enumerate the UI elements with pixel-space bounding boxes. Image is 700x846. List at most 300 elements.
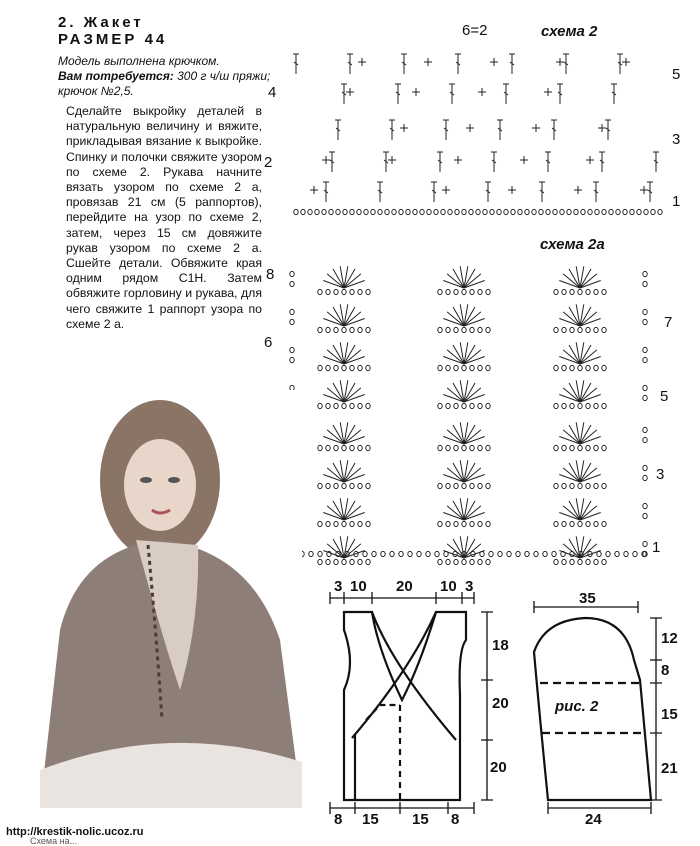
sleeve-dim-bottom: 24 bbox=[585, 811, 602, 828]
chain-stitch-icon bbox=[643, 395, 647, 400]
chain-stitch-icon bbox=[543, 551, 547, 556]
chain-stitch-icon bbox=[586, 327, 590, 332]
chain-stitch-icon bbox=[357, 209, 361, 214]
chain-stitch-icon bbox=[318, 403, 322, 408]
chain-stitch-icon bbox=[366, 403, 370, 408]
chain-stitch-icon bbox=[602, 521, 606, 526]
sleeve-dim-0: 12 bbox=[661, 630, 678, 647]
chain-stitch-icon bbox=[594, 403, 598, 408]
chain-stitch-icon bbox=[643, 319, 647, 324]
chain-stitch-icon bbox=[570, 289, 574, 294]
chain-stitch-icon bbox=[560, 209, 564, 214]
chain-stitch-icon bbox=[594, 327, 598, 332]
chain-stitch-icon bbox=[489, 551, 493, 556]
chain-stitch-icon bbox=[438, 521, 442, 526]
chain-stitch-icon bbox=[643, 541, 647, 546]
chain-stitch-icon bbox=[441, 209, 445, 214]
chain-stitch-icon bbox=[511, 209, 515, 214]
chain-stitch-icon bbox=[570, 445, 574, 450]
chain-stitch-icon bbox=[342, 403, 346, 408]
chain-stitch-icon bbox=[438, 327, 442, 332]
chain-stitch-icon bbox=[366, 365, 370, 370]
sleeve-dim-2: 15 bbox=[661, 706, 678, 723]
fan-stitch-icon bbox=[559, 394, 580, 402]
chain-stitch-icon bbox=[586, 521, 590, 526]
chain-stitch-icon bbox=[350, 403, 354, 408]
chain-stitch-icon bbox=[326, 559, 330, 564]
chain-stitch-icon bbox=[366, 289, 370, 294]
chain-stitch-icon bbox=[574, 209, 578, 214]
chain-stitch-icon bbox=[363, 551, 367, 556]
materials-text: 300 г ч/ш пряжи; крючок №2,5. bbox=[58, 69, 271, 98]
schema2a-row-1: 1 bbox=[652, 539, 661, 556]
chain-stitch-icon bbox=[486, 403, 490, 408]
chain-stitch-icon bbox=[562, 483, 566, 488]
fan-stitch-icon bbox=[443, 280, 464, 288]
chain-stitch-icon bbox=[446, 365, 450, 370]
chain-stitch-icon bbox=[366, 327, 370, 332]
chain-stitch-icon bbox=[334, 521, 338, 526]
schema2-row-4: 4 bbox=[268, 84, 277, 101]
schema2a-row-3: 3 bbox=[656, 466, 665, 483]
chain-stitch-icon bbox=[390, 551, 394, 556]
chain-stitch-icon bbox=[446, 521, 450, 526]
schema2-row-2: 2 bbox=[264, 154, 273, 171]
chain-stitch-icon bbox=[358, 521, 362, 526]
fan-stitch-icon bbox=[344, 474, 365, 482]
schema2-row-3: 3 bbox=[672, 131, 681, 148]
fan-stitch-icon bbox=[559, 280, 580, 288]
chain-stitch-icon bbox=[462, 483, 466, 488]
fan-stitch-icon bbox=[559, 318, 580, 326]
schema2a-row-6: 6 bbox=[264, 334, 273, 351]
chain-stitch-icon bbox=[586, 365, 590, 370]
chain-stitch-icon bbox=[342, 521, 346, 526]
fan-stitch-icon bbox=[323, 318, 344, 326]
chain-stitch-icon bbox=[562, 403, 566, 408]
chain-stitch-icon bbox=[643, 357, 647, 362]
fan-stitch-icon bbox=[443, 356, 464, 364]
chain-stitch-icon bbox=[318, 327, 322, 332]
chain-stitch-icon bbox=[446, 483, 450, 488]
chain-stitch-icon bbox=[643, 465, 647, 470]
chain-stitch-icon bbox=[594, 445, 598, 450]
chain-stitch-icon bbox=[570, 559, 574, 564]
chain-stitch-icon bbox=[478, 559, 482, 564]
chain-stitch-icon bbox=[294, 209, 298, 214]
chain-stitch-icon bbox=[553, 209, 557, 214]
fan-stitch-icon bbox=[344, 394, 365, 402]
chain-stitch-icon bbox=[301, 209, 305, 214]
chain-stitch-icon bbox=[581, 209, 585, 214]
chain-stitch-icon bbox=[478, 365, 482, 370]
chain-stitch-icon bbox=[358, 403, 362, 408]
chain-stitch-icon bbox=[342, 365, 346, 370]
chain-stitch-icon bbox=[350, 483, 354, 488]
chain-stitch-icon bbox=[597, 551, 601, 556]
sleeve-dim-3: 21 bbox=[661, 760, 678, 777]
chain-stitch-icon bbox=[364, 209, 368, 214]
chain-stitch-icon bbox=[454, 327, 458, 332]
chain-stitch-icon bbox=[588, 209, 592, 214]
front-neck-right bbox=[352, 612, 436, 738]
chain-stitch-icon bbox=[358, 289, 362, 294]
chain-stitch-icon bbox=[434, 209, 438, 214]
model-note: Модель выполнена крючком. bbox=[58, 54, 220, 68]
chain-stitch-icon bbox=[399, 551, 403, 556]
chain-stitch-icon bbox=[507, 551, 511, 556]
dim-side-1: 20 bbox=[492, 695, 509, 712]
chain-stitch-icon bbox=[478, 521, 482, 526]
chain-stitch-icon bbox=[318, 483, 322, 488]
chain-stitch-icon bbox=[462, 559, 466, 564]
chain-stitch-icon bbox=[438, 559, 442, 564]
chain-stitch-icon bbox=[554, 445, 558, 450]
chain-stitch-icon bbox=[366, 521, 370, 526]
chain-stitch-icon bbox=[438, 403, 442, 408]
materials-label: Вам потребуется: bbox=[58, 69, 174, 83]
fan-stitch-icon bbox=[464, 356, 485, 364]
chain-stitch-icon bbox=[567, 209, 571, 214]
chain-stitch-icon bbox=[504, 209, 508, 214]
body-pattern-drawing bbox=[330, 592, 493, 814]
chain-stitch-icon bbox=[643, 281, 647, 286]
chain-stitch-icon bbox=[426, 551, 430, 556]
chain-stitch-icon bbox=[462, 521, 466, 526]
schema2-row-1: 1 bbox=[672, 193, 681, 210]
chain-stitch-icon bbox=[554, 483, 558, 488]
chain-stitch-icon bbox=[623, 209, 627, 214]
fan-stitch-icon bbox=[559, 436, 580, 444]
chain-stitch-icon bbox=[446, 559, 450, 564]
chain-stitch-icon bbox=[478, 483, 482, 488]
chain-stitch-icon bbox=[486, 521, 490, 526]
chain-stitch-icon bbox=[417, 551, 421, 556]
fan-stitch-icon bbox=[344, 512, 365, 520]
chain-stitch-icon bbox=[358, 327, 362, 332]
chain-stitch-icon bbox=[334, 327, 338, 332]
fan-stitch-icon bbox=[580, 474, 601, 482]
chain-stitch-icon bbox=[462, 445, 466, 450]
chain-stitch-icon bbox=[326, 365, 330, 370]
chain-stitch-icon bbox=[486, 289, 490, 294]
chain-stitch-icon bbox=[594, 365, 598, 370]
source-url: http://krestik-nolic.ucoz.ru bbox=[6, 826, 144, 838]
chain-stitch-icon bbox=[334, 559, 338, 564]
chain-stitch-icon bbox=[578, 289, 582, 294]
chain-stitch-icon bbox=[315, 209, 319, 214]
fan-stitch-icon bbox=[580, 394, 601, 402]
fan-stitch-icon bbox=[443, 318, 464, 326]
chain-stitch-icon bbox=[438, 445, 442, 450]
chain-stitch-icon bbox=[413, 209, 417, 214]
chain-stitch-icon bbox=[470, 445, 474, 450]
schema2-row-5: 5 bbox=[672, 66, 681, 83]
schema2a-label: схема 2а bbox=[540, 236, 605, 253]
schema2a-row-5: 5 bbox=[660, 388, 669, 405]
chain-stitch-icon bbox=[309, 551, 313, 556]
chain-stitch-icon bbox=[478, 445, 482, 450]
chain-stitch-icon bbox=[606, 551, 610, 556]
sleeve-dim-top: 35 bbox=[579, 590, 596, 607]
dim-bottom-3: 8 bbox=[451, 811, 460, 828]
chain-stitch-icon bbox=[586, 559, 590, 564]
chain-stitch-icon bbox=[381, 551, 385, 556]
chain-stitch-icon bbox=[342, 327, 346, 332]
chain-stitch-icon bbox=[435, 551, 439, 556]
chain-stitch-icon bbox=[336, 209, 340, 214]
chain-stitch-icon bbox=[554, 365, 558, 370]
chain-stitch-icon bbox=[446, 289, 450, 294]
chain-stitch-icon bbox=[462, 327, 466, 332]
dim-top-4: 3 bbox=[465, 578, 474, 595]
chain-stitch-icon bbox=[594, 521, 598, 526]
chain-stitch-icon bbox=[602, 445, 606, 450]
pocket-line bbox=[366, 705, 400, 720]
chain-stitch-icon bbox=[454, 403, 458, 408]
fan-stitch-icon bbox=[464, 280, 485, 288]
chain-stitch-icon bbox=[643, 503, 647, 508]
chain-stitch-icon bbox=[308, 209, 312, 214]
chain-stitch-icon bbox=[562, 559, 566, 564]
chain-stitch-icon bbox=[578, 483, 582, 488]
chain-stitch-icon bbox=[470, 559, 474, 564]
chain-stitch-icon bbox=[318, 365, 322, 370]
chain-stitch-icon bbox=[444, 551, 448, 556]
chain-stitch-icon bbox=[546, 209, 550, 214]
face bbox=[124, 439, 196, 531]
chain-stitch-icon bbox=[326, 327, 330, 332]
chain-stitch-icon bbox=[539, 209, 543, 214]
chain-stitch-icon bbox=[562, 289, 566, 294]
chain-stitch-icon bbox=[594, 289, 598, 294]
chain-stitch-icon bbox=[455, 209, 459, 214]
chain-stitch-icon bbox=[438, 365, 442, 370]
chain-stitch-icon bbox=[554, 403, 558, 408]
dim-top-3: 10 bbox=[440, 578, 457, 595]
fan-stitch-icon bbox=[559, 356, 580, 364]
chain-stitch-icon bbox=[366, 445, 370, 450]
chain-stitch-icon bbox=[326, 521, 330, 526]
fan-stitch-icon bbox=[464, 512, 485, 520]
schema2a-row-7: 7 bbox=[664, 314, 673, 331]
bottom-caption: Схема на... bbox=[30, 836, 78, 846]
chain-stitch-icon bbox=[326, 445, 330, 450]
dim-side-0: 18 bbox=[492, 637, 509, 654]
sleeve-dim-1: 8 bbox=[661, 662, 670, 679]
chain-stitch-icon bbox=[478, 289, 482, 294]
fan-stitch-icon bbox=[443, 512, 464, 520]
schema2a-chart bbox=[282, 266, 647, 564]
chain-stitch-icon bbox=[454, 365, 458, 370]
chain-stitch-icon bbox=[562, 521, 566, 526]
chain-stitch-icon bbox=[525, 551, 529, 556]
chain-stitch-icon bbox=[570, 403, 574, 408]
chain-stitch-icon bbox=[366, 483, 370, 488]
fan-stitch-icon bbox=[580, 512, 601, 520]
dim-top-1: 10 bbox=[350, 578, 367, 595]
chain-stitch-icon bbox=[462, 289, 466, 294]
chain-stitch-icon bbox=[562, 445, 566, 450]
fan-stitch-icon bbox=[323, 512, 344, 520]
chain-stitch-icon bbox=[476, 209, 480, 214]
fan-stitch-icon bbox=[580, 436, 601, 444]
chain-stitch-icon bbox=[578, 559, 582, 564]
chain-stitch-icon bbox=[399, 209, 403, 214]
chain-stitch-icon bbox=[372, 551, 376, 556]
chain-stitch-icon bbox=[643, 271, 647, 276]
fan-stitch-icon bbox=[323, 394, 344, 402]
chain-stitch-icon bbox=[334, 289, 338, 294]
chain-stitch-icon bbox=[532, 209, 536, 214]
fan-stitch-icon bbox=[464, 436, 485, 444]
fan-stitch-icon bbox=[323, 356, 344, 364]
chain-stitch-icon bbox=[643, 513, 647, 518]
chain-stitch-icon bbox=[615, 551, 619, 556]
chain-stitch-icon bbox=[658, 209, 662, 214]
chain-stitch-icon bbox=[406, 209, 410, 214]
chain-stitch-icon bbox=[602, 559, 606, 564]
dim-bottom-2: 15 bbox=[412, 811, 429, 828]
chain-stitch-icon bbox=[498, 551, 502, 556]
chain-stitch-icon bbox=[490, 209, 494, 214]
chain-stitch-icon bbox=[350, 209, 354, 214]
chain-stitch-icon bbox=[651, 209, 655, 214]
chain-stitch-icon bbox=[318, 551, 322, 556]
chain-stitch-icon bbox=[342, 289, 346, 294]
chain-stitch-icon bbox=[318, 289, 322, 294]
chain-stitch-icon bbox=[516, 551, 520, 556]
chain-stitch-icon bbox=[586, 289, 590, 294]
chain-stitch-icon bbox=[408, 551, 412, 556]
chain-stitch-icon bbox=[643, 427, 647, 432]
chain-stitch-icon bbox=[594, 559, 598, 564]
chain-stitch-icon bbox=[385, 209, 389, 214]
chain-stitch-icon bbox=[630, 209, 634, 214]
chain-stitch-icon bbox=[518, 209, 522, 214]
fan-stitch-icon bbox=[580, 280, 601, 288]
chain-stitch-icon bbox=[350, 327, 354, 332]
chain-stitch-icon bbox=[486, 445, 490, 450]
chain-stitch-icon bbox=[643, 347, 647, 352]
dim-bottom-1: 15 bbox=[362, 811, 379, 828]
chain-stitch-icon bbox=[290, 319, 294, 324]
chain-stitch-icon bbox=[534, 551, 538, 556]
fan-stitch-icon bbox=[443, 394, 464, 402]
fan-stitch-icon bbox=[344, 318, 365, 326]
chain-stitch-icon bbox=[378, 209, 382, 214]
chain-stitch-icon bbox=[578, 445, 582, 450]
chain-stitch-icon bbox=[486, 559, 490, 564]
dim-side-2: 20 bbox=[490, 759, 507, 776]
chain-stitch-icon bbox=[438, 289, 442, 294]
chain-stitch-icon bbox=[637, 209, 641, 214]
fan-stitch-icon bbox=[580, 318, 601, 326]
chain-stitch-icon bbox=[486, 365, 490, 370]
chain-stitch-icon bbox=[358, 559, 362, 564]
dim-top-0: 3 bbox=[334, 578, 343, 595]
chain-stitch-icon bbox=[350, 289, 354, 294]
chain-stitch-icon bbox=[470, 403, 474, 408]
chain-stitch-icon bbox=[470, 483, 474, 488]
chain-stitch-icon bbox=[446, 445, 450, 450]
chain-stitch-icon bbox=[586, 483, 590, 488]
chain-stitch-icon bbox=[570, 365, 574, 370]
chain-stitch-icon bbox=[478, 327, 482, 332]
chain-stitch-icon bbox=[454, 483, 458, 488]
fan-stitch-icon bbox=[344, 436, 365, 444]
chain-stitch-icon bbox=[602, 483, 606, 488]
chain-stitch-icon bbox=[342, 445, 346, 450]
chain-stitch-icon bbox=[334, 403, 338, 408]
chain-stitch-icon bbox=[462, 365, 466, 370]
chain-stitch-icon bbox=[342, 559, 346, 564]
chain-stitch-icon bbox=[350, 559, 354, 564]
chain-stitch-icon bbox=[358, 483, 362, 488]
fan-stitch-icon bbox=[344, 356, 365, 364]
chain-stitch-icon bbox=[329, 209, 333, 214]
chain-stitch-icon bbox=[480, 551, 484, 556]
chain-stitch-icon bbox=[633, 551, 637, 556]
fan-stitch-icon bbox=[443, 436, 464, 444]
fan-stitch-icon bbox=[323, 474, 344, 482]
body-outline bbox=[344, 612, 466, 800]
fan-stitch-icon bbox=[443, 474, 464, 482]
chain-stitch-icon bbox=[643, 385, 647, 390]
fan-stitch-icon bbox=[559, 512, 580, 520]
chain-stitch-icon bbox=[578, 365, 582, 370]
chain-stitch-icon bbox=[462, 403, 466, 408]
chain-stitch-icon bbox=[470, 327, 474, 332]
chain-stitch-icon bbox=[552, 551, 556, 556]
title-line-1: 2. Жакет bbox=[58, 14, 144, 31]
chain-stitch-icon bbox=[486, 327, 490, 332]
sleeve-label: рис. 2 bbox=[555, 698, 599, 715]
chain-stitch-icon bbox=[318, 445, 322, 450]
dim-bottom-0: 8 bbox=[334, 811, 343, 828]
chain-stitch-icon bbox=[350, 445, 354, 450]
fan-stitch-icon bbox=[323, 436, 344, 444]
chain-stitch-icon bbox=[290, 357, 294, 362]
chain-stitch-icon bbox=[602, 209, 606, 214]
chain-stitch-icon bbox=[594, 483, 598, 488]
chain-stitch-icon bbox=[609, 209, 613, 214]
chain-stitch-icon bbox=[602, 403, 606, 408]
chain-stitch-icon bbox=[562, 327, 566, 332]
chain-stitch-icon bbox=[371, 209, 375, 214]
schema2a-row-8: 8 bbox=[266, 266, 275, 283]
chain-stitch-icon bbox=[469, 209, 473, 214]
title-line-2: РАЗМЕР 44 bbox=[58, 31, 168, 48]
chain-stitch-icon bbox=[318, 521, 322, 526]
chain-stitch-icon bbox=[392, 209, 396, 214]
chain-stitch-icon bbox=[326, 403, 330, 408]
chain-stitch-icon bbox=[326, 289, 330, 294]
chain-stitch-icon bbox=[350, 521, 354, 526]
fan-stitch-icon bbox=[323, 280, 344, 288]
chain-stitch-icon bbox=[350, 365, 354, 370]
chain-stitch-icon bbox=[570, 521, 574, 526]
chain-stitch-icon bbox=[322, 209, 326, 214]
chain-stitch-icon bbox=[570, 327, 574, 332]
chain-stitch-icon bbox=[486, 483, 490, 488]
chain-stitch-icon bbox=[624, 551, 628, 556]
chain-stitch-icon bbox=[358, 365, 362, 370]
chain-stitch-icon bbox=[578, 327, 582, 332]
chain-stitch-icon bbox=[427, 209, 431, 214]
fan-stitch-icon bbox=[344, 280, 365, 288]
fan-stitch-icon bbox=[580, 356, 601, 364]
